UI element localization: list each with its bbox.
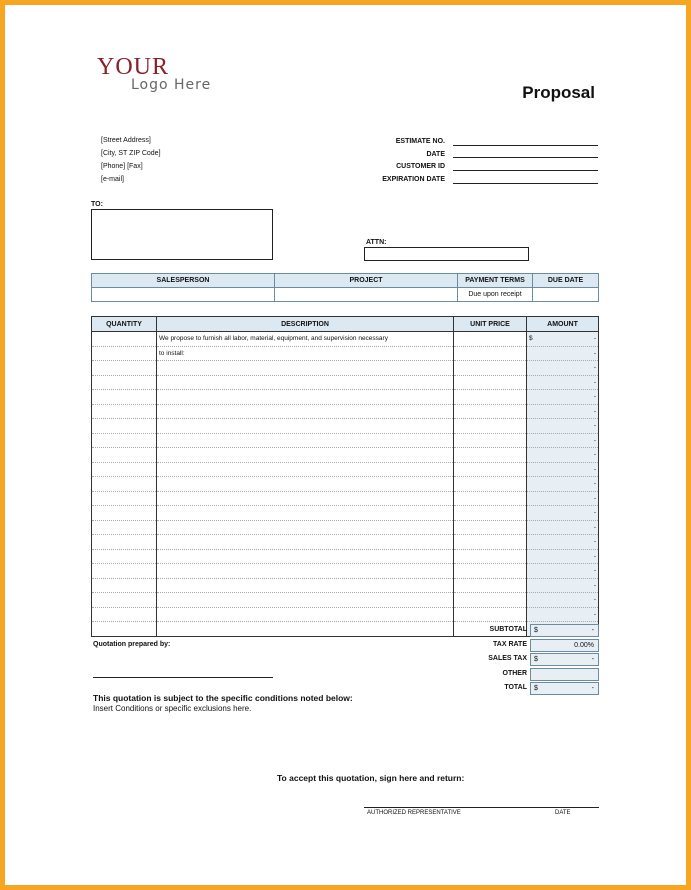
to-label: TO: — [91, 201, 103, 208]
total-value-box[interactable] — [530, 639, 599, 652]
currency-symbol: $ — [529, 335, 533, 343]
table-row — [92, 535, 599, 550]
amount-value: - — [593, 436, 596, 444]
table-row — [92, 564, 599, 579]
amount-cell[interactable] — [527, 419, 599, 434]
phone-fax: [Phone] [Fax] — [101, 163, 143, 170]
table-row — [92, 506, 599, 521]
description-cell[interactable] — [157, 419, 454, 434]
prepared-by-label: Quotation prepared by: — [93, 641, 171, 648]
signature-line[interactable] — [364, 807, 599, 808]
quantity-cell[interactable] — [92, 346, 157, 361]
unit-price-cell[interactable] — [454, 404, 527, 419]
unit-price-cell[interactable] — [454, 535, 527, 550]
unit-price-cell[interactable] — [454, 491, 527, 506]
description-cell[interactable] — [157, 448, 454, 463]
unit-price-cell[interactable] — [454, 346, 527, 361]
amount-cell[interactable] — [527, 477, 599, 492]
quantity-cell[interactable] — [92, 448, 157, 463]
unit-price-cell[interactable] — [454, 433, 527, 448]
unit-price-cell[interactable] — [454, 419, 527, 434]
amount-value: - — [593, 494, 596, 502]
conditions-text[interactable]: Insert Conditions or specific exclusions here. — [93, 704, 252, 713]
amount-cell[interactable] — [527, 607, 599, 622]
table-row — [92, 549, 599, 564]
description-cell[interactable] — [157, 404, 454, 419]
quantity-cell[interactable] — [92, 578, 157, 593]
amount-value: - — [593, 480, 596, 488]
description-cell[interactable]: We propose to furnish all labor, material, equipment, and supervision necessary — [157, 332, 454, 347]
currency-symbol: $ — [534, 685, 538, 692]
logo-text-here: Logo Here — [131, 77, 212, 93]
customer-id-field[interactable] — [453, 170, 598, 171]
proposal-page — [5, 5, 686, 885]
total-value-box[interactable] — [530, 653, 599, 666]
amount-value: - — [593, 523, 596, 531]
attn-field[interactable] — [364, 247, 529, 261]
table-row — [92, 462, 599, 477]
amount-value: - — [593, 451, 596, 459]
amount-cell[interactable] — [527, 346, 599, 361]
table-row — [92, 390, 599, 405]
description-cell[interactable] — [157, 549, 454, 564]
estimate-no-field[interactable] — [453, 145, 598, 146]
description-cell[interactable] — [157, 462, 454, 477]
amount-header: AMOUNT — [527, 317, 599, 332]
total-value: - — [591, 656, 594, 663]
description-cell[interactable] — [157, 491, 454, 506]
description-cell[interactable] — [157, 433, 454, 448]
table-row — [92, 361, 599, 376]
amount-cell[interactable] — [527, 578, 599, 593]
amount-value: - — [593, 538, 596, 546]
amount-cell[interactable] — [527, 564, 599, 579]
amount-value: - — [593, 610, 596, 618]
amount-value: - — [593, 552, 596, 560]
unit-price-cell[interactable] — [454, 375, 527, 390]
unit-price-cell[interactable] — [454, 332, 527, 347]
table-row — [92, 419, 599, 434]
unit-price-cell[interactable] — [454, 549, 527, 564]
estimate-no-label: ESTIMATE NO. — [395, 138, 445, 145]
to-address-box[interactable] — [91, 209, 273, 260]
amount-cell[interactable] — [527, 404, 599, 419]
amount-value: - — [593, 567, 596, 575]
description-cell[interactable] — [157, 578, 454, 593]
amount-value: - — [593, 349, 596, 357]
description-cell[interactable] — [157, 506, 454, 521]
document-title: Proposal — [522, 83, 595, 102]
total-value: - — [591, 685, 594, 692]
unit-price-cell[interactable] — [454, 564, 527, 579]
table-row — [92, 593, 599, 608]
total-value-box[interactable] — [530, 682, 599, 695]
total-value: 0.00% — [574, 641, 594, 649]
authorized-rep-label: AUTHORIZED REPRESENTATIVE — [367, 810, 461, 816]
amount-cell[interactable] — [527, 332, 599, 347]
currency-symbol: $ — [534, 627, 538, 634]
date-field[interactable] — [453, 157, 598, 158]
amount-cell[interactable] — [527, 549, 599, 564]
amount-cell[interactable] — [527, 520, 599, 535]
amount-value: - — [593, 509, 596, 517]
total-label: OTHER — [502, 669, 527, 677]
quantity-cell[interactable] — [92, 375, 157, 390]
quantity-cell[interactable] — [92, 462, 157, 477]
total-label: TOTAL — [504, 684, 527, 691]
amount-value: - — [593, 364, 596, 372]
project-cell[interactable] — [275, 288, 458, 302]
description-cell[interactable] — [157, 607, 454, 622]
unit-price-header: UNIT PRICE — [454, 317, 527, 332]
unit-price-cell[interactable] — [454, 462, 527, 477]
description-cell[interactable] — [157, 520, 454, 535]
total-label: TAX RATE — [493, 640, 527, 648]
amount-cell[interactable] — [527, 462, 599, 477]
quantity-cell[interactable] — [92, 491, 157, 506]
table-row — [92, 448, 599, 463]
table-row — [92, 404, 599, 419]
expiration-date-label: EXPIRATION DATE — [382, 176, 445, 183]
amount-cell[interactable] — [527, 506, 599, 521]
unit-price-cell[interactable] — [454, 506, 527, 521]
total-label: SALES TAX — [488, 655, 527, 662]
quantity-cell[interactable] — [92, 622, 157, 637]
salesperson-cell[interactable] — [92, 288, 275, 302]
salesperson-header: SALESPERSON — [92, 274, 275, 288]
amount-value: - — [593, 581, 596, 589]
quantity-cell[interactable] — [92, 433, 157, 448]
quantity-cell[interactable] — [92, 520, 157, 535]
description-cell[interactable] — [157, 361, 454, 376]
line-items-table — [91, 316, 599, 637]
description-cell[interactable] — [157, 622, 454, 637]
table-row — [92, 491, 599, 506]
payment-terms-cell[interactable]: Due upon receipt — [458, 288, 533, 302]
amount-cell[interactable] — [527, 491, 599, 506]
quantity-cell[interactable] — [92, 593, 157, 608]
quantity-cell[interactable] — [92, 506, 157, 521]
quantity-cell[interactable] — [92, 535, 157, 550]
description-cell[interactable] — [157, 593, 454, 608]
amount-cell[interactable] — [527, 535, 599, 550]
table-row — [92, 375, 599, 390]
unit-price-cell[interactable] — [454, 361, 527, 376]
due-date-cell[interactable] — [533, 288, 599, 302]
unit-price-cell[interactable] — [454, 448, 527, 463]
amount-cell[interactable] — [527, 361, 599, 376]
amount-value: - — [593, 596, 596, 604]
city-state-zip: [City, ST ZIP Code] — [101, 150, 161, 157]
quantity-cell[interactable] — [92, 404, 157, 419]
logo-text-your: YOUR — [97, 54, 170, 80]
quantity-cell[interactable] — [92, 332, 157, 347]
amount-value: - — [593, 393, 596, 401]
description-cell[interactable] — [157, 375, 454, 390]
description-cell[interactable]: to install: — [157, 346, 454, 361]
accept-instructions: To accept this quotation, sign here and return: — [277, 773, 465, 783]
quantity-header: QUANTITY — [92, 317, 157, 332]
amount-value: - — [593, 465, 596, 473]
unit-price-cell[interactable] — [454, 477, 527, 492]
table-row — [92, 332, 599, 347]
description-cell[interactable] — [157, 390, 454, 405]
total-value-box[interactable] — [530, 624, 599, 637]
quantity-cell[interactable] — [92, 564, 157, 579]
quantity-cell[interactable] — [92, 549, 157, 564]
amount-cell[interactable] — [527, 593, 599, 608]
unit-price-cell[interactable] — [454, 390, 527, 405]
quantity-cell[interactable] — [92, 390, 157, 405]
description-cell[interactable] — [157, 477, 454, 492]
quantity-cell[interactable] — [92, 607, 157, 622]
description-cell[interactable] — [157, 535, 454, 550]
description-cell[interactable] — [157, 564, 454, 579]
table-row — [92, 477, 599, 492]
conditions-heading: This quotation is subject to the specific conditions noted below: — [93, 693, 353, 703]
table-row — [92, 578, 599, 593]
table-row — [92, 520, 599, 535]
amount-value: - — [593, 422, 596, 430]
quantity-cell[interactable] — [92, 477, 157, 492]
prepared-by-signature-line[interactable] — [93, 677, 273, 678]
customer-id-label: CUSTOMER ID — [396, 163, 445, 170]
total-value: - — [591, 627, 594, 634]
amount-cell[interactable] — [527, 390, 599, 405]
description-header: DESCRIPTION — [157, 317, 454, 332]
project-header: PROJECT — [275, 274, 458, 288]
sales-info-table — [91, 273, 599, 302]
payment-terms-header: PAYMENT TERMS — [458, 274, 533, 288]
date-label: DATE — [426, 151, 445, 158]
attn-label: ATTN: — [366, 239, 387, 246]
amount-cell[interactable] — [527, 448, 599, 463]
table-row — [92, 433, 599, 448]
quantity-cell[interactable] — [92, 361, 157, 376]
email: [e-mail] — [101, 176, 124, 183]
unit-price-cell[interactable] — [454, 578, 527, 593]
unit-price-cell[interactable] — [454, 593, 527, 608]
amount-cell[interactable] — [527, 433, 599, 448]
table-row — [92, 346, 599, 361]
currency-symbol: $ — [534, 656, 538, 663]
street-address: [Street Address] — [101, 137, 151, 144]
unit-price-cell[interactable] — [454, 607, 527, 622]
due-date-header: DUE DATE — [533, 274, 599, 288]
total-label: SUBTOTAL — [489, 626, 527, 633]
table-row — [92, 607, 599, 622]
quantity-cell[interactable] — [92, 419, 157, 434]
unit-price-cell[interactable] — [454, 520, 527, 535]
amount-value: - — [593, 378, 596, 386]
amount-cell[interactable] — [527, 375, 599, 390]
amount-value: - — [593, 407, 596, 415]
sign-date-label: DATE — [555, 810, 571, 816]
expiration-date-field[interactable] — [453, 183, 598, 184]
total-value-box[interactable] — [530, 668, 599, 681]
amount-value: - — [593, 335, 596, 343]
